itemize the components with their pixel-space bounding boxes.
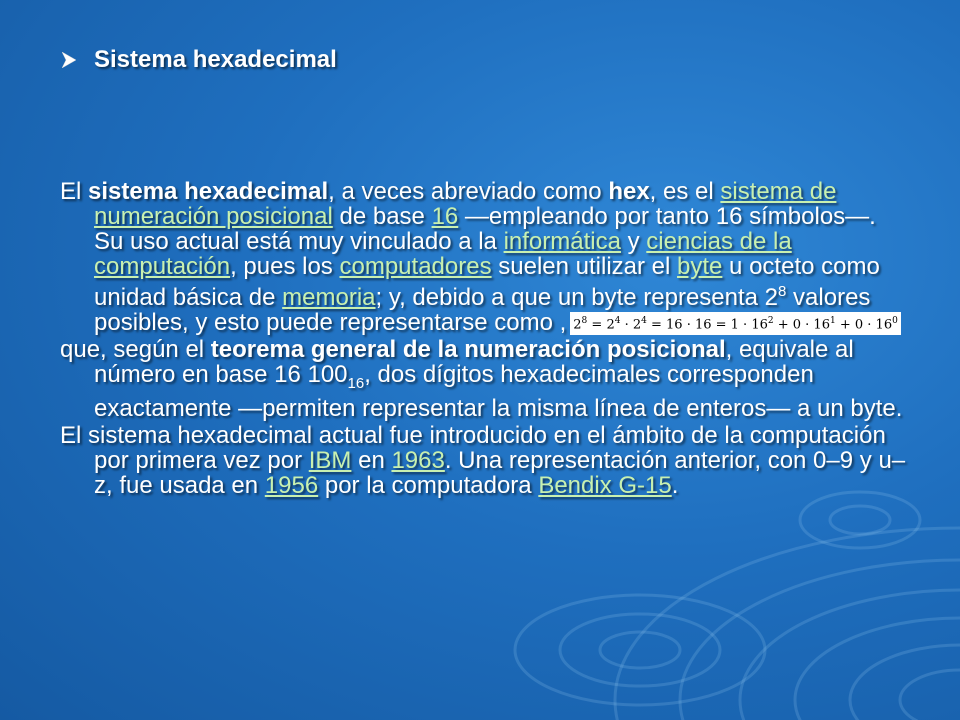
link-sistema-de-numeracion-posicional[interactable]: sistema de numeración posicional — [94, 178, 837, 230]
slide-heading — [62, 46, 337, 74]
paragraph-historia — [60, 423, 910, 498]
text: suelen utilizar el — [491, 253, 678, 280]
paragraph-teorema — [60, 337, 910, 421]
term-sistema-hexadecimal: sistema hexadecimal — [88, 178, 329, 205]
text: u octeto como unidad básica de — [94, 253, 880, 311]
text: que, según el — [60, 336, 211, 363]
heading-text: Sistema hexadecimal — [94, 46, 337, 73]
arrow-bullet-icon — [62, 52, 76, 68]
exponent: 8 — [778, 283, 787, 300]
link-byte[interactable]: byte — [677, 253, 723, 280]
text: ; y, debido a que un byte representa 2 — [375, 284, 779, 311]
text: . Una representación anterior, con 0–9 y u–z, fue usada en — [94, 446, 906, 499]
link-computadores[interactable]: computadores — [339, 253, 492, 280]
text: de base — [332, 203, 432, 230]
paragraph-definition — [60, 179, 910, 335]
text: , pues los — [230, 253, 340, 280]
link-informatica[interactable]: informática — [503, 228, 621, 255]
link-bendix-g-15[interactable]: Bendix G-15 — [538, 471, 672, 499]
link-ibm[interactable]: IBM — [308, 446, 352, 474]
link-ciencias-de-la-computacion[interactable]: ciencias de la computación — [94, 228, 792, 280]
link-16[interactable]: 16 — [431, 203, 459, 230]
text: El sistema hexadecimal actual fue introducido en el ámbito de la computación por primera vez por — [60, 421, 886, 474]
text: en — [351, 446, 392, 474]
text: —empleando por tanto 16 símbolos—. Su uso actual está muy vinculado a la — [94, 203, 876, 255]
base-subscript: 16 — [347, 374, 365, 392]
formula-image: $2^8 = 2^4 \cdot 2^4 = 16 \cdot 16 = 1 \cdot 16^2 + 0 \cdot 16^1 + 0 \cdot 16^0$ — [570, 312, 901, 334]
link-1963[interactable]: 1963 — [391, 446, 445, 474]
text: , dos dígitos hexadecimales corresponden exactamente —permiten representar la misma línea de enteros— a un byte. — [94, 361, 903, 422]
text: , a veces abreviado como — [328, 178, 609, 205]
link-1956[interactable]: 1956 — [264, 471, 319, 499]
term-hex: hex — [608, 178, 650, 205]
text: por la computadora — [318, 471, 539, 499]
text: y — [620, 228, 647, 255]
text: , equivale al número en base 16 100 — [94, 336, 854, 388]
link-memoria[interactable]: memoria — [282, 284, 376, 311]
text: . — [671, 471, 679, 499]
term-teorema-general: teorema general de la numeración posicional — [210, 336, 726, 363]
text: valores posibles, y esto puede representarse como , — [94, 284, 871, 336]
slide-body — [60, 179, 910, 498]
text: , es el — [649, 178, 721, 205]
text: El — [60, 178, 89, 205]
